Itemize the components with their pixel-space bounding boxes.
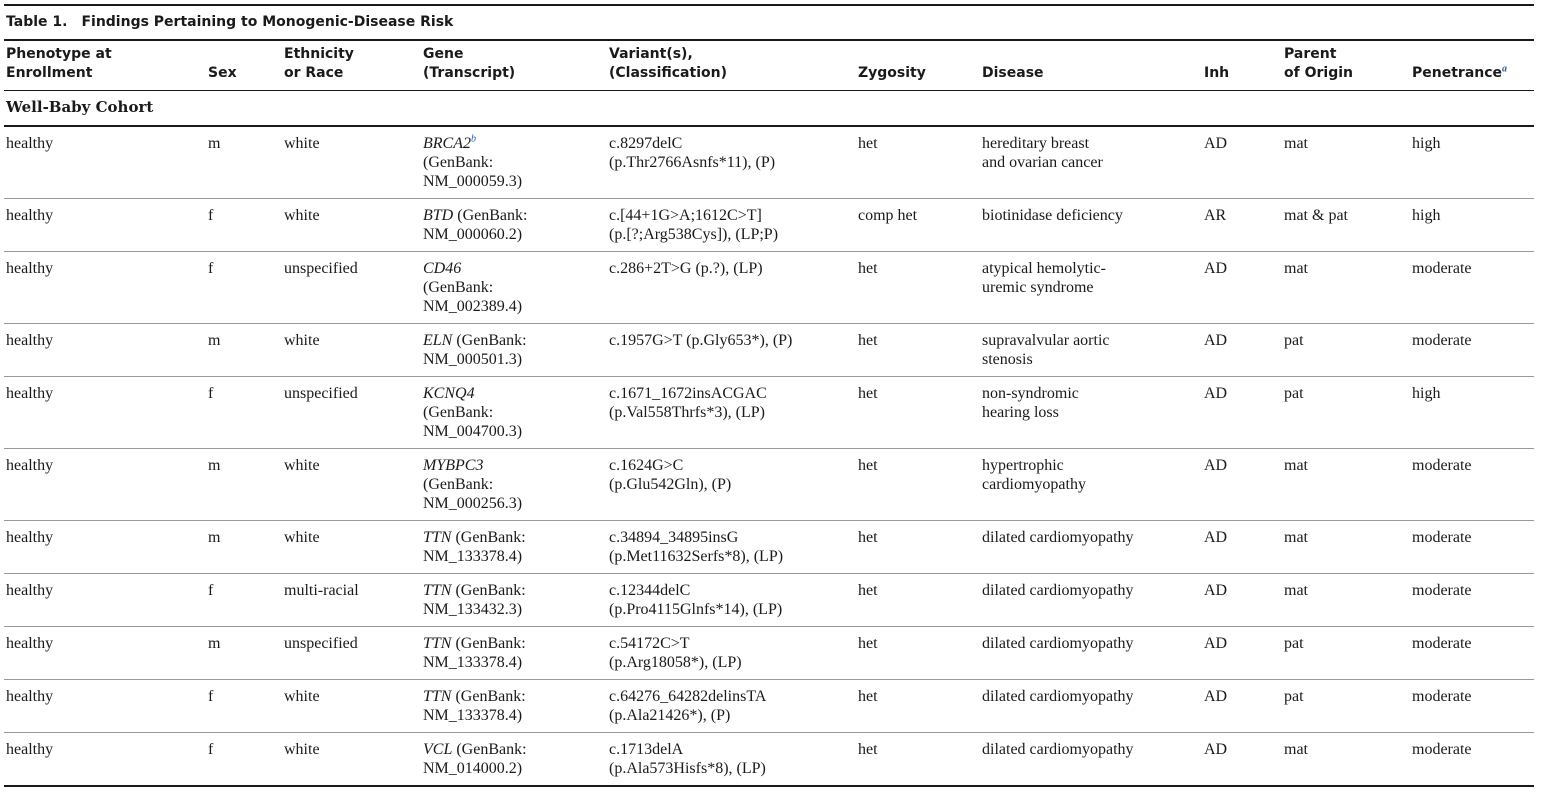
gene-symbol: CD46: [423, 260, 462, 277]
cell-phenotype: healthy: [4, 377, 206, 449]
variant-line: (p.Glu542Gln), (P): [609, 476, 732, 493]
cell-parent: mat: [1282, 733, 1410, 787]
table-caption: [4, 4, 1534, 39]
transcript-inline: (GenBank:: [451, 529, 526, 546]
cell-gene: [421, 377, 607, 449]
col-sex: Sex: [206, 40, 282, 91]
cell-gene: [421, 521, 607, 574]
variant-line: c.54172C>T: [609, 635, 690, 652]
cell-variant: [607, 733, 856, 787]
cell-disease: [980, 680, 1202, 733]
cell-inh: AD: [1202, 449, 1282, 521]
header-row: [4, 40, 1534, 91]
cell-gene: [421, 733, 607, 787]
cell-phenotype: healthy: [4, 252, 206, 324]
cell-gene: [421, 252, 607, 324]
transcript-line: NM_000256.3): [423, 495, 523, 512]
cell-inh: AD: [1202, 733, 1282, 787]
variant-line: c.1713delA: [609, 741, 684, 758]
gene-symbol: BTD: [423, 207, 454, 224]
col-phenotype: Phenotype at Enrollment: [4, 40, 206, 91]
cell-disease: [980, 574, 1202, 627]
disease-line: hypertrophic: [982, 457, 1064, 474]
transcript-line: NM_000060.2): [423, 226, 523, 243]
variant-line: c.12344delC: [609, 582, 691, 599]
cell-variant: [607, 449, 856, 521]
cell-ethnicity: white: [282, 521, 421, 574]
disease-line: dilated cardiomyopathy: [982, 529, 1134, 546]
cell-sex: f: [206, 680, 282, 733]
table-row: [4, 126, 1534, 199]
cell-phenotype: healthy: [4, 521, 206, 574]
variant-line: c.34894_34895insG: [609, 529, 739, 546]
cell-sex: m: [206, 324, 282, 377]
variant-line: (p.Ala573Hisfs*8), (LP): [609, 760, 766, 777]
transcript-line: NM_000059.3): [423, 173, 523, 190]
cell-sex: m: [206, 449, 282, 521]
cell-variant: [607, 377, 856, 449]
cell-inh: AD: [1202, 126, 1282, 199]
gene-line: [423, 456, 607, 475]
caption-label: Table 1.: [6, 14, 68, 30]
cell-inh: AD: [1202, 377, 1282, 449]
gene-line: [423, 740, 607, 759]
cell-parent: mat: [1282, 521, 1410, 574]
variant-line: c.1957G>T (p.Gly653*), (P): [609, 332, 793, 349]
cell-parent: mat: [1282, 252, 1410, 324]
disease-line: atypical hemolytic-: [982, 260, 1106, 277]
gene-line: [423, 581, 607, 600]
disease-line: non-syndromic: [982, 385, 1079, 402]
cell-sex: f: [206, 199, 282, 252]
gene-symbol: BRCA2: [423, 135, 471, 152]
cell-zygosity: het: [856, 627, 980, 680]
cell-variant: [607, 574, 856, 627]
disease-line: cardiomyopathy: [982, 476, 1086, 493]
gene-line: [423, 259, 607, 278]
cell-penetrance: high: [1410, 126, 1534, 199]
disease-line: dilated cardiomyopathy: [982, 582, 1134, 599]
cell-inh: AD: [1202, 521, 1282, 574]
transcript-inline: (GenBank:: [452, 332, 527, 349]
cell-ethnicity: unspecified: [282, 252, 421, 324]
section-row: [4, 91, 1534, 127]
transcript-line: NM_133432.3): [423, 601, 523, 618]
cell-sex: f: [206, 377, 282, 449]
table-row: [4, 521, 1534, 574]
disease-line: dilated cardiomyopathy: [982, 741, 1134, 758]
cell-ethnicity: multi-racial: [282, 574, 421, 627]
variant-line: (p.Met11632Serfs*8), (LP): [609, 548, 784, 565]
cell-sex: m: [206, 521, 282, 574]
cell-sex: f: [206, 733, 282, 787]
cell-ethnicity: white: [282, 680, 421, 733]
cell-ethnicity: white: [282, 324, 421, 377]
cell-sex: f: [206, 252, 282, 324]
disease-line: biotinidase deficiency: [982, 207, 1123, 224]
transcript-line: (GenBank:: [423, 154, 494, 171]
penetrance-footnote: a: [1502, 63, 1508, 75]
cell-variant: [607, 199, 856, 252]
cell-inh: AD: [1202, 574, 1282, 627]
cell-variant: [607, 521, 856, 574]
col-variant: Variant(s), (Classification): [607, 40, 856, 91]
cell-inh: AD: [1202, 680, 1282, 733]
cell-ethnicity: white: [282, 199, 421, 252]
cell-disease: [980, 627, 1202, 680]
cell-ethnicity: white: [282, 449, 421, 521]
cell-phenotype: healthy: [4, 574, 206, 627]
gene-line: [423, 206, 607, 225]
col-zygosity: Zygosity: [856, 40, 980, 91]
transcript-inline: (GenBank:: [452, 741, 527, 758]
cell-disease: [980, 521, 1202, 574]
cell-inh: AD: [1202, 627, 1282, 680]
cell-phenotype: healthy: [4, 733, 206, 787]
variant-line: c.1624G>C: [609, 457, 684, 474]
variant-line: c.64276_64282delinsTA: [609, 688, 767, 705]
transcript-line: NM_000501.3): [423, 351, 523, 368]
cell-zygosity: het: [856, 252, 980, 324]
cell-parent: pat: [1282, 680, 1410, 733]
cell-disease: [980, 199, 1202, 252]
cell-penetrance: high: [1410, 199, 1534, 252]
cell-zygosity: het: [856, 324, 980, 377]
transcript-line: NM_133378.4): [423, 548, 523, 565]
cell-disease: [980, 377, 1202, 449]
cell-disease: [980, 126, 1202, 199]
transcript-line: (GenBank:: [423, 404, 494, 421]
cell-parent: mat: [1282, 574, 1410, 627]
gene-symbol: MYBPC3: [423, 457, 484, 474]
table-row: [4, 733, 1534, 787]
cell-disease: [980, 449, 1202, 521]
cell-ethnicity: white: [282, 733, 421, 787]
cell-ethnicity: unspecified: [282, 377, 421, 449]
cell-zygosity: het: [856, 680, 980, 733]
cell-inh: AR: [1202, 199, 1282, 252]
cell-variant: [607, 252, 856, 324]
col-gene: Gene (Transcript): [421, 40, 607, 91]
cell-penetrance: high: [1410, 377, 1534, 449]
cell-ethnicity: unspecified: [282, 627, 421, 680]
disease-line: hereditary breast: [982, 135, 1090, 152]
cell-penetrance: moderate: [1410, 627, 1534, 680]
cell-parent: mat: [1282, 449, 1410, 521]
cell-phenotype: healthy: [4, 627, 206, 680]
table-row: [4, 252, 1534, 324]
cell-variant: [607, 627, 856, 680]
transcript-line: NM_133378.4): [423, 707, 523, 724]
variant-line: c.[44+1G>A;1612C>T]: [609, 207, 762, 224]
cell-parent: pat: [1282, 324, 1410, 377]
table-row: [4, 377, 1534, 449]
table-container: [4, 4, 1534, 787]
disease-line: hearing loss: [982, 404, 1059, 421]
cell-phenotype: healthy: [4, 126, 206, 199]
gene-symbol: TTN: [423, 635, 452, 652]
cell-zygosity: het: [856, 733, 980, 787]
col-penetrance: Penetrance$^a$: [1410, 40, 1534, 91]
cell-parent: mat: [1282, 126, 1410, 199]
cell-sex: f: [206, 574, 282, 627]
transcript-inline: (GenBank:: [453, 207, 528, 224]
cell-penetrance: moderate: [1410, 449, 1534, 521]
cell-inh: AD: [1202, 252, 1282, 324]
cell-sex: m: [206, 126, 282, 199]
gene-line: [423, 384, 607, 403]
disease-line: uremic syndrome: [982, 279, 1094, 296]
cell-zygosity: het: [856, 521, 980, 574]
variant-line: (p.Pro4115Glnfs*14), (LP): [609, 601, 783, 618]
table-row: [4, 627, 1534, 680]
gene-line: [423, 528, 607, 547]
variant-line: (p.Thr2766Asnfs*11), (P): [609, 154, 776, 171]
cell-disease: [980, 324, 1202, 377]
col-ethnicity: Ethnicity or Race: [282, 40, 421, 91]
disease-line: and ovarian cancer: [982, 154, 1103, 171]
gene-line: [423, 134, 607, 153]
col-parent: Parent of Origin: [1282, 40, 1410, 91]
cell-gene: [421, 199, 607, 252]
cell-gene: [421, 680, 607, 733]
gene-symbol: TTN: [423, 582, 452, 599]
gene-line: [423, 331, 607, 350]
variant-line: c.8297delC: [609, 135, 683, 152]
cell-zygosity: het: [856, 574, 980, 627]
cell-parent: mat & pat: [1282, 199, 1410, 252]
gene-symbol: VCL: [423, 741, 453, 758]
variant-line: (p.[?;Arg538Cys]), (LP;P): [609, 226, 779, 243]
cell-disease: [980, 733, 1202, 787]
transcript-line: (GenBank:: [423, 279, 494, 296]
cell-parent: pat: [1282, 377, 1410, 449]
gene-symbol: KCNQ4: [423, 385, 475, 402]
cell-variant: [607, 680, 856, 733]
disease-line: dilated cardiomyopathy: [982, 688, 1134, 705]
variant-line: c.286+2T>G (p.?), (LP): [609, 260, 763, 277]
cell-gene: [421, 627, 607, 680]
transcript-inline: (GenBank:: [451, 688, 526, 705]
cell-gene: [421, 449, 607, 521]
cell-disease: [980, 252, 1202, 324]
cell-phenotype: healthy: [4, 449, 206, 521]
gene-footnote: b: [471, 133, 476, 145]
gene-line: [423, 634, 607, 653]
cell-sex: m: [206, 627, 282, 680]
cell-phenotype: healthy: [4, 324, 206, 377]
cell-gene: [421, 324, 607, 377]
cell-zygosity: comp het: [856, 199, 980, 252]
variant-line: c.1671_1672insACGAC: [609, 385, 767, 402]
table-row: [4, 324, 1534, 377]
col-disease: Disease: [980, 40, 1202, 91]
table-row: [4, 199, 1534, 252]
variant-line: (p.Arg18058*), (LP): [609, 654, 742, 671]
table-row: [4, 680, 1534, 733]
cell-zygosity: het: [856, 377, 980, 449]
variant-line: (p.Val558Thrfs*3), (LP): [609, 404, 765, 421]
disease-line: stenosis: [982, 351, 1033, 368]
disease-line: dilated cardiomyopathy: [982, 635, 1134, 652]
transcript-line: NM_004700.3): [423, 423, 523, 440]
cell-penetrance: moderate: [1410, 252, 1534, 324]
cell-gene: [421, 574, 607, 627]
cell-penetrance: moderate: [1410, 521, 1534, 574]
caption-title: Findings Pertaining to Monogenic-Disease Risk: [81, 14, 454, 30]
transcript-line: NM_014000.2): [423, 760, 523, 777]
cell-phenotype: healthy: [4, 199, 206, 252]
cell-gene: [421, 126, 607, 199]
gene-symbol: TTN: [423, 529, 452, 546]
transcript-line: (GenBank:: [423, 476, 494, 493]
findings-table: [4, 39, 1534, 787]
gene-symbol: ELN: [423, 332, 453, 349]
transcript-line: NM_002389.4): [423, 298, 523, 315]
cell-zygosity: het: [856, 449, 980, 521]
cell-variant: [607, 126, 856, 199]
section-title: Well-Baby Cohort: [4, 91, 1534, 127]
table-row: [4, 574, 1534, 627]
transcript-inline: (GenBank:: [451, 582, 526, 599]
cell-penetrance: moderate: [1410, 324, 1534, 377]
transcript-line: NM_133378.4): [423, 654, 523, 671]
variant-line: (p.Ala21426*), (P): [609, 707, 731, 724]
transcript-inline: (GenBank:: [451, 635, 526, 652]
cell-parent: pat: [1282, 627, 1410, 680]
cell-variant: [607, 324, 856, 377]
cell-ethnicity: white: [282, 126, 421, 199]
col-inh: Inh: [1202, 40, 1282, 91]
cell-penetrance: moderate: [1410, 574, 1534, 627]
cell-penetrance: moderate: [1410, 680, 1534, 733]
cell-inh: AD: [1202, 324, 1282, 377]
cell-phenotype: healthy: [4, 680, 206, 733]
gene-line: [423, 687, 607, 706]
gene-symbol: TTN: [423, 688, 452, 705]
cell-penetrance: moderate: [1410, 733, 1534, 787]
cell-zygosity: het: [856, 126, 980, 199]
disease-line: supravalvular aortic: [982, 332, 1110, 349]
table-row: [4, 449, 1534, 521]
